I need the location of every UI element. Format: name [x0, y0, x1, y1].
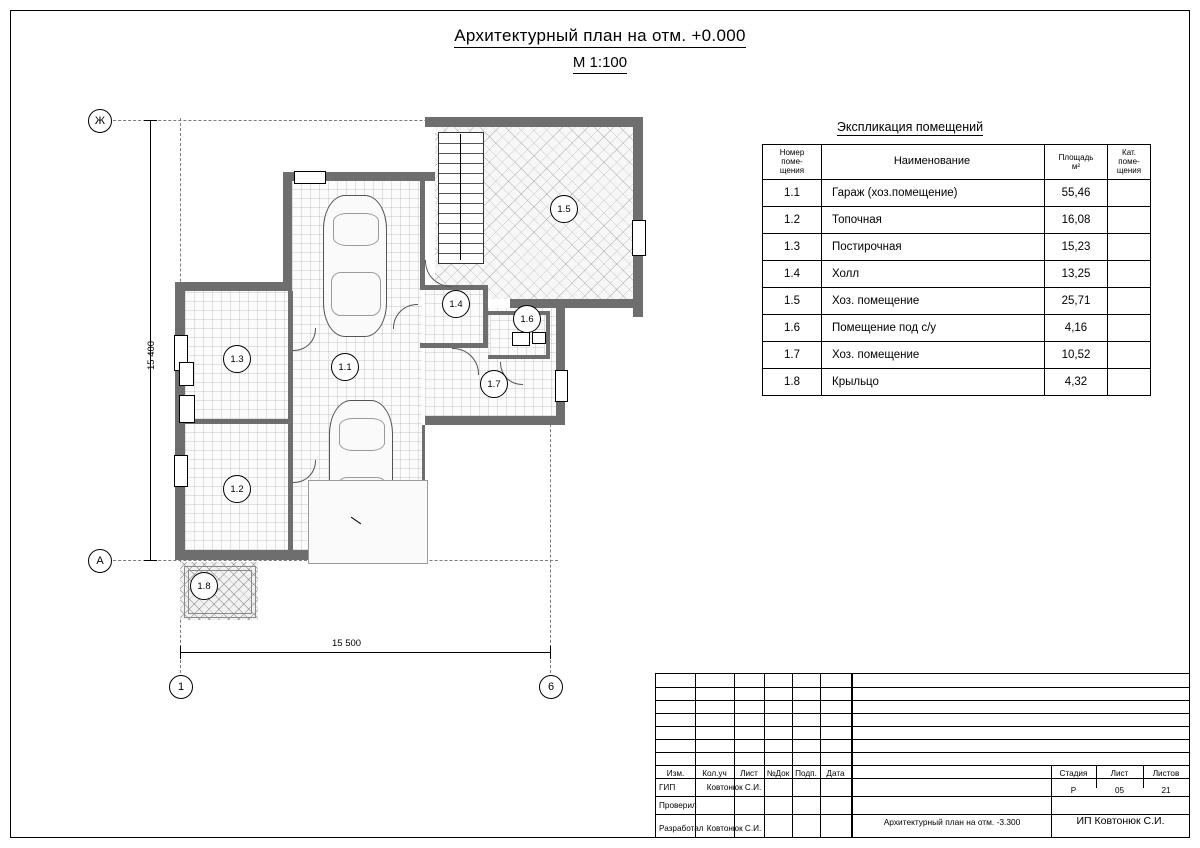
room-tag-label: 1.8	[197, 580, 211, 592]
cell-area: 10,52	[1045, 341, 1108, 368]
dim-line-horizontal	[180, 652, 550, 653]
cell-number: 1.5	[763, 287, 822, 314]
dim-tick-h-left	[180, 646, 181, 659]
cell-area: 4,32	[1045, 368, 1108, 395]
cell-category	[1108, 287, 1151, 314]
stairs-arrow	[460, 134, 461, 260]
stamp-role-gip: ГИП	[659, 783, 676, 792]
table-row	[763, 341, 1151, 368]
cell-area: 15,23	[1045, 233, 1108, 260]
cell-number: 1.1	[763, 179, 822, 206]
dim-value-horizontal: 15 500	[332, 638, 362, 649]
dim-tick-v-top	[144, 120, 157, 121]
cell-area: 16,08	[1045, 206, 1108, 233]
room-tag-1-6	[513, 305, 541, 333]
room-tag-1-4	[442, 290, 470, 318]
partition-wc-right	[546, 311, 550, 357]
room-tag-1-5	[550, 195, 578, 223]
cell-name: Гараж (хоз.помещение)	[822, 179, 1045, 206]
stamp-hline	[656, 752, 1189, 753]
room-tag-label: 1.2	[230, 483, 244, 495]
stamp-drawing-title: Архитектурный план на отм. -3.300	[883, 817, 1021, 827]
cell-category	[1108, 368, 1151, 395]
stamp-col-ndok: №Док	[766, 769, 790, 778]
cell-name: Хоз. помещение	[822, 287, 1045, 314]
stamp-hline	[656, 765, 1189, 766]
axis-label-a: А	[96, 555, 104, 567]
cell-category	[1108, 341, 1151, 368]
wall-upper-left-vert	[283, 172, 292, 282]
boiler-equipment	[179, 395, 195, 423]
table-row	[763, 206, 1151, 233]
header-number: Номер поме- щения	[763, 145, 822, 180]
stamp-col-koluch: Кол.уч	[702, 769, 727, 778]
wall-right-lower-vert	[556, 308, 565, 425]
window-right-1-7	[555, 370, 568, 402]
cell-number: 1.7	[763, 341, 822, 368]
table-row	[763, 368, 1151, 395]
cell-name: Топочная	[822, 206, 1045, 233]
cell-area: 4,16	[1045, 314, 1108, 341]
table-header-row	[763, 145, 1151, 180]
room-tag-1-7	[480, 370, 508, 398]
page-scale-text: М 1:100	[573, 54, 627, 74]
window-left-2	[174, 455, 188, 487]
stamp-vline-main	[852, 674, 853, 837]
car-upper	[323, 195, 387, 337]
axis-label-1: 1	[177, 681, 185, 693]
cell-name: Постирочная	[822, 233, 1045, 260]
table-row	[763, 314, 1151, 341]
stamp-hline	[656, 700, 1189, 701]
stamp-hline-row	[656, 796, 1189, 797]
stamp-col-data: Дата	[826, 769, 845, 778]
room-tag-label: 1.7	[487, 378, 501, 390]
table-row	[763, 233, 1151, 260]
cell-area: 55,46	[1045, 179, 1108, 206]
stamp-vline	[792, 674, 793, 837]
room-tag-label: 1.5	[557, 203, 571, 215]
dim-value-vertical: 15 400	[146, 340, 157, 370]
table-row	[763, 179, 1151, 206]
stamp-stage-label: Стадия	[1059, 769, 1088, 778]
stamp-name-developer: Ковтонюк С.И.	[706, 824, 762, 833]
room-tag-label: 1.4	[449, 298, 463, 310]
page-title-text: Архитектурный план на отм. +0.000	[454, 26, 745, 48]
cell-category	[1108, 260, 1151, 287]
cell-name: Помещение под с/у	[822, 314, 1045, 341]
cell-area: 25,71	[1045, 287, 1108, 314]
cell-category	[1108, 314, 1151, 341]
cell-number: 1.8	[763, 368, 822, 395]
cell-area: 13,25	[1045, 260, 1108, 287]
stamp-hline	[656, 713, 1189, 714]
stamp-sheets-label: Листов	[1152, 769, 1180, 778]
axis-bubble-a	[88, 549, 112, 573]
stamp-role-developer: Разработал	[659, 824, 704, 833]
wall-right-upper	[633, 117, 643, 317]
header-area: Площадь м²	[1045, 145, 1108, 180]
room-tag-1-3	[223, 345, 251, 373]
stamp-name-gip: Ковтонюк С.И.	[706, 783, 762, 792]
stamp-company: ИП Ковтонюк С.И.	[1076, 815, 1165, 827]
dim-tick-v-bottom	[144, 560, 157, 561]
axis-bubble-zh	[88, 109, 112, 133]
partition-1-3-1-2	[185, 419, 292, 424]
wall-top-right	[425, 117, 643, 127]
window-right-1-5	[632, 220, 646, 256]
cell-number: 1.2	[763, 206, 822, 233]
room-tag-label: 1.3	[230, 353, 244, 365]
stamp-hline-row	[656, 778, 1189, 779]
sink-fixture	[532, 332, 546, 344]
laundry-equipment	[179, 362, 194, 386]
title-block	[655, 673, 1190, 838]
cell-category	[1108, 233, 1151, 260]
cell-number: 1.4	[763, 260, 822, 287]
cell-number: 1.3	[763, 233, 822, 260]
room-tag-1-2	[223, 475, 251, 503]
stamp-col-izm: Изм.	[666, 769, 685, 778]
dim-tick-h-right	[550, 646, 551, 659]
stamp-sheet-label: Лист	[1110, 769, 1129, 778]
stamp-vline	[820, 674, 821, 837]
wall-right-mid	[425, 416, 565, 425]
partition-hall-left	[420, 181, 425, 285]
header-name: Наименование	[822, 145, 1045, 180]
header-category: Кат. поме- щения	[1108, 145, 1151, 180]
axis-bubble-6	[539, 675, 563, 699]
window-top-garage	[294, 171, 326, 184]
stamp-col-podp: Подп.	[795, 769, 817, 778]
partition-1-7-top	[488, 355, 550, 359]
explication-table	[762, 144, 1151, 396]
axis-bubble-1	[169, 675, 193, 699]
partition-hall-right	[483, 285, 488, 347]
stamp-vline	[695, 674, 696, 837]
garage-apron	[308, 480, 428, 564]
room-tag-label: 1.1	[338, 361, 352, 373]
stamp-hline	[656, 739, 1189, 740]
table-row	[763, 287, 1151, 314]
stamp-stage-value: Р	[1070, 786, 1077, 795]
cell-name: Хоз. помещение	[822, 341, 1045, 368]
stamp-sheet-value: 05	[1114, 786, 1125, 795]
page-title	[0, 26, 1200, 46]
stamp-hline	[656, 687, 1189, 688]
explication-title-text: Экспликация помещений	[836, 120, 984, 134]
stamp-col-list: Лист	[740, 769, 758, 778]
page-scale	[0, 54, 1200, 71]
floor-plan	[80, 100, 740, 720]
stamp-vline	[764, 674, 765, 837]
stamp-role-checked: Проверил	[659, 801, 697, 810]
room-tag-label: 1.6	[520, 313, 534, 325]
cell-category	[1108, 206, 1151, 233]
door-swing-hall-top	[425, 260, 452, 287]
table-row	[763, 260, 1151, 287]
stamp-hline	[656, 726, 1189, 727]
cell-number: 1.6	[763, 314, 822, 341]
explication-title	[760, 120, 1060, 134]
stamp-vline	[734, 674, 735, 837]
cell-name: Крыльцо	[822, 368, 1045, 395]
room-tag-1-8	[190, 572, 218, 600]
stamp-sheets-value: 21	[1161, 786, 1171, 795]
room-tag-1-1	[331, 353, 359, 381]
wall-left-step	[175, 282, 292, 291]
axis-label-zh: Ж	[94, 115, 106, 127]
axis-label-6: 6	[547, 681, 555, 693]
cell-category	[1108, 179, 1151, 206]
wc-fixture	[512, 332, 530, 346]
stairs	[438, 132, 484, 264]
cell-name: Холл	[822, 260, 1045, 287]
